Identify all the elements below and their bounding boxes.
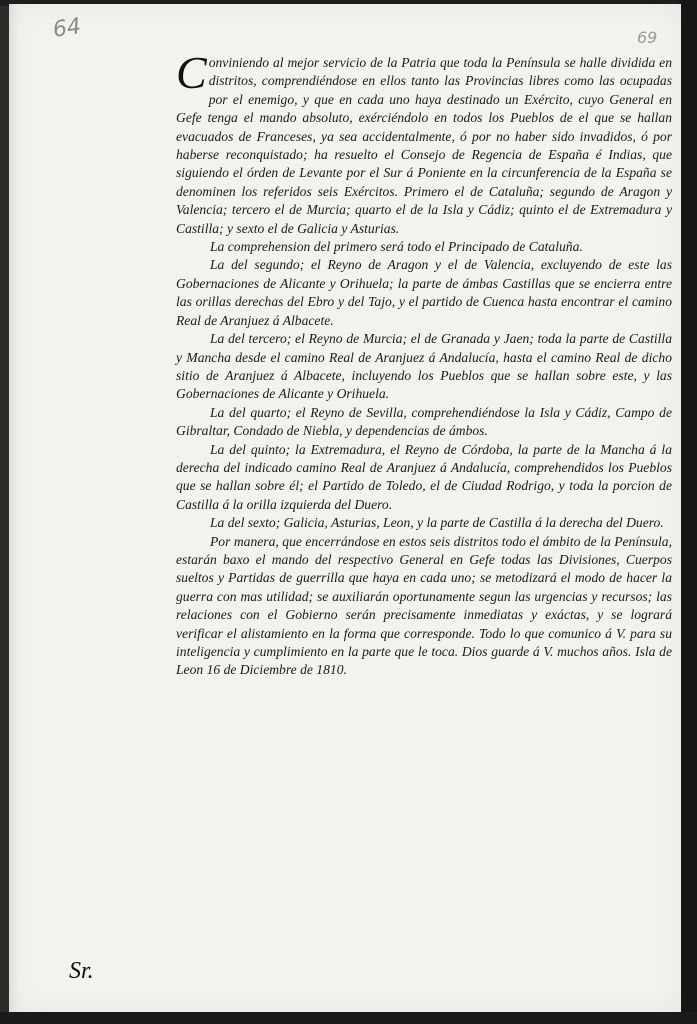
document-page — [9, 4, 681, 1012]
paragraph-fourth-district: La del quarto; el Reyno de Sevilla, comprehendiéndose la Isla y Cádiz, Campo de Gibraltar, Condado de Niebla, y dependencias de ámbos. — [176, 404, 672, 439]
paragraph-intro-text: onviniendo al mejor servicio de la Patria que toda la Península se halle dividida en distritos, comprendiéndose en ellos tanto las Provincias libres como las ocupadas por el enemigo, y que en cada uno haya destinado un Exército, cuyo General en Gefe tenga el mando absoluto, exérciéndolo en todos los Pueblos de el que se hallan evacuados de Franceses, ya sea accidentalmente, ó por no haber sido invadidos, ó por haberse reconquistado; ha resuelto el Consejo de Regencia de España é Indias, que siguiendo el órden de Levante por el Sur á Poniente en la circunferencia de la España se denominen los referidos seis Exércitos. Primero el de Cataluña; segundo de Aragon y Valencia; tercero el de Murcia; quarto el de la Isla y Cádiz; quinto el de Extremadura y Castilla; y sexto el de Galicia y Asturias. — [176, 55, 672, 236]
scan-border-right — [679, 0, 697, 1024]
paragraph-intro — [176, 47, 672, 238]
document-body — [176, 47, 672, 680]
scan-border-bottom — [0, 1012, 697, 1024]
addressee: Sr. — [69, 958, 94, 984]
folio-number-left: 64 — [51, 14, 83, 43]
paragraph-second-district: La del segundo; el Reyno de Aragon y el de Valencia, excluyendo de este las Gobernaciones de Alicante y Orihuela; la parte de ámbas Castillas que se encierra entre las orillas derechas del Ebro y del Tajo, y el partido de Cuenca hasta encontrar el camino Real de Aranjuez á Albacete. — [176, 257, 672, 328]
paragraph-third-district: La del tercero; el Reyno de Murcia; el de Granada y Jaen; toda la parte de Castilla y Mancha desde el camino Real de Aranjuez á Andalucía, hasta el camino Real de dicho sitio de Aranjuez á Albacete, incluyendo los Pueblos que se hallan sobre este, y las Gobernaciones de Alicante y Orihuela. — [176, 331, 672, 402]
paragraph-first-district: La comprehension del primero será todo el Principado de Cataluña. — [210, 239, 583, 255]
page-gutter-shadow — [9, 4, 19, 1012]
paragraph-sixth-district: La del sexto; Galicia, Asturias, Leon, y la parte de Castilla á la derecha del Duero. — [210, 515, 664, 531]
folio-number-right: 69 — [637, 28, 658, 47]
drop-cap: C — [176, 47, 207, 98]
paragraph-fifth-district: La del quinto; la Extremadura, el Reyno de Córdoba, la parte de la Mancha á la derecha del indicado camino Real de Aranjuez á Andalucía, comprehendidos los Pueblos que se hallan sobre él; el Partido de Toledo, el de Ciudad Rodrigo, y toda la porcion de Castilla á la orilla izquierda del Duero. — [176, 441, 672, 512]
paragraph-closing: Por manera, que encerrándose en estos seis distritos todo el ámbito de la Península, estarán baxo el mando del respectivo General en Gefe todas las Divisiones, Cuerpos sueltos y Partidas de guerrilla que haya en cada uno; se metodizará el modo de hacer la guerra con mas utilidad; se auxiliarán oportunamente segun las urgencias y recursos; las relaciones con el Gobierno serán precisamente inmediatas y exáctas, y se logrará verificar el alistamiento en la forma que corresponde. Todo lo que comunico á V. para su inteligencia y cumplimiento en la parte que le toca. Dios guarde á V. muchos años. Isla de Leon 16 de Diciembre de 1810. — [176, 533, 672, 678]
